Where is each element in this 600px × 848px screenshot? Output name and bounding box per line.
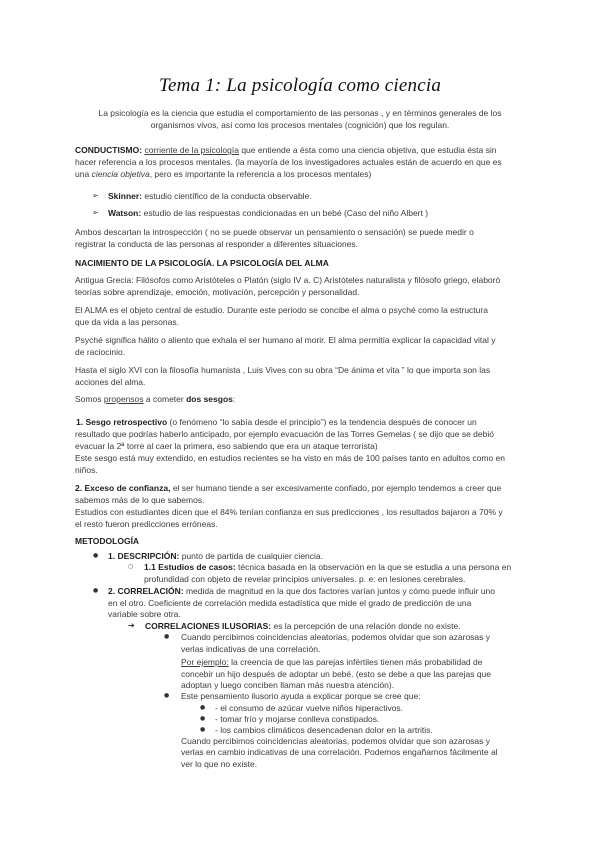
creencia-item-3: - los cambios climáticos desencadenan dolor en la artritis. (215, 725, 433, 735)
alma-line-1: El ALMA es el objeto central de estudio. Durante este periodo se concibe el alma o psyché como la estructura (75, 305, 488, 315)
disc-bullet-icon: ● (164, 692, 170, 699)
author-watson (108, 207, 428, 219)
intro-line-2: organismos vivos, así como los procesos mentales (cognición) que los regulan. (150, 120, 450, 130)
ejemplo-line-2: concebir un hijo después de adoptar un bebé. (esto se debe a que las parejas que (181, 669, 492, 679)
conclusion-line-1: Cuando percibimos coincidencias aleatorias, podemos olvidar que son azarosas y (181, 736, 491, 746)
psyche-line-1: Psyché significa hálito o aliento que exhala el ser humano al morir. El alma permitía explicar la capacidad vital y (75, 335, 496, 345)
ilusorias-label: CORRELACIONES ILUSORIAS: (145, 621, 272, 631)
confianza-line-2: sabemos más de lo que sabemos. (75, 495, 205, 505)
alma-line-2: que da vida a las personas. (75, 317, 179, 327)
ejemplo-line-3: adoptan y luego conciben llaman más nuestra atención). (181, 680, 395, 690)
circle-bullet-icon: ○ (128, 563, 134, 570)
disc-bullet-icon: ● (200, 704, 206, 711)
retrospectivo-line-2: resultado que podrías haberlo anticipado, por ejemplo evacuación de las Torres Gemelas ( se dijo que se debió (75, 429, 494, 439)
ejemplo-line-1 (181, 656, 482, 668)
author-skinner-text: estudio científico de la conducta observable. (144, 191, 312, 201)
conductismo-line-2: hacer referencia a los procesos mentales. (la mayoría de los investigadores actuales están de acuerdo en que es (75, 157, 502, 167)
conductismo-line-3-start: una (75, 169, 90, 179)
vives-line-1: Hasta el siglo XVI con la filosofía humanista , Luis Vives con su obra “De ánima et vita ” lo que importa son las (75, 365, 491, 375)
ambos-line-1: Ambos descartan la introspección ( no se puede observar un pensamiento o sensación) se puede medir o (75, 227, 474, 237)
creencia-item-1: - el consumo de azúcar vuelve niños hiperactivos. (215, 703, 404, 713)
casos-line-2: profundidad con objeto de revelar principios universales. p. e: en lesiones cerebrales. (144, 574, 466, 584)
disc-bullet-icon: ● (93, 587, 99, 594)
conclusion-line-2: verlas en cambio indicativas de una correlación. Podemos engañarnos fácilmente al (181, 747, 498, 757)
vives-line-2: acciones del alma. (75, 377, 146, 387)
coincidencias-line-2: verlas indicativas de una correlación. (181, 644, 321, 654)
retrospectivo-note-1: Este sesgo está muy extendido, en estudios recientes se ha visto en más de 100 países tanto en adultos como en (75, 453, 505, 463)
psyche-line-2: de raciocinio. (75, 347, 126, 357)
sesgos-intro-mid: a cometer (145, 394, 184, 404)
confianza-line-1-text: el ser humano tiende a ser excesivamente confiado, por ejemplo tendemos a creer que (172, 483, 502, 493)
disc-bullet-icon: ● (200, 715, 206, 722)
correlacion-line-1 (108, 585, 495, 597)
disc-bullet-icon: ● (93, 552, 99, 559)
conductismo-label: CONDUCTISMO: (75, 145, 143, 155)
grecia-line-2: teorías sobre aprendizaje, emoción, motivación, percepción y personalidad. (75, 287, 360, 297)
confianza-label: 2. Exceso de confianza, (75, 483, 171, 493)
descripcion-text: punto de partida de cualquier ciencia. (181, 551, 323, 561)
grecia-line-1: Antigua Grecia: Filósofos como Aristóteles o Platón (siglo IV a. C) Aristóteles naturalista y filósofo griego, elaboró (75, 275, 501, 285)
retrospectivo-note-2: niños. (75, 465, 98, 475)
correlacion-line-1-text: medida de magnitud en la que dos factores varían juntos y cómo puede influir uno (185, 586, 495, 596)
disc-bullet-icon: ● (200, 726, 206, 733)
correlacion-line-3: variable sobre otra. (108, 609, 181, 619)
retrospectivo-line-3: evacuar la 2ª torre al caer la primera, eso sabiendo que era un ataque terrorista) (75, 441, 378, 451)
sesgos-intro-end: : (232, 394, 236, 404)
confianza-studies-2: el resto fueron predicciones erróneas. (75, 519, 218, 529)
author-skinner (108, 190, 312, 202)
conductismo-line-3 (75, 168, 371, 180)
conclusion-line-3: ver lo que no existe. (181, 759, 258, 769)
arrowhead-bullet-icon: ➢ (92, 191, 99, 200)
confianza-studies-1: Estudios con estudiantes dicen que el 84% tenían confianza en sus predicciones , los resultados bajaron a 70% y (75, 507, 503, 517)
ejemplo-line-1-text: la creencia de que las parejas infértiles tienen más probabilidad de (231, 657, 483, 667)
retrospectivo-line-1-text: (o fenómeno “lo sabía desde el principio”) es la tendencia después de conocer un (169, 417, 477, 427)
disc-bullet-icon: ● (164, 633, 170, 640)
ejemplo-label: Por ejemplo: (181, 657, 229, 667)
conductismo-line-3-italic: ciencia objetiva (91, 169, 150, 179)
sesgos-intro (75, 393, 235, 405)
retrospectivo-label: 1. Sesgo retrospectivo (76, 417, 168, 427)
sesgos-intro-start: Somos (75, 394, 102, 404)
correlacion-label: 2. CORRELACIÓN: (108, 586, 184, 596)
conductismo-line-1 (75, 144, 497, 156)
casos-line-1-text: técnica basada en la observación en la que se estudia a una persona en (238, 562, 512, 572)
conductismo-line-3-end: , pero es importante la referencia a los procesos mentales) (149, 169, 372, 179)
casos-line-1 (144, 561, 511, 573)
arrow-bullet-icon: ➔ (128, 621, 135, 630)
section-heading-metodologia: METODOLOGÍA (75, 536, 140, 546)
creencia-item-2: - tomar frío y mojarse conlleva constipados. (215, 714, 380, 724)
correlacion-line-2: en el otro. Coeficiente de correlación medida estadística que mide el grado de predicción de una (108, 598, 472, 608)
confianza-line-1 (75, 482, 501, 494)
descripcion-label: 1. DESCRIPCIÓN: (108, 551, 180, 561)
intro-line-1: La psicología es la ciencia que estudia el comportamiento de las personas , y en términos generales de los (98, 108, 502, 118)
page-title: Tema 1: La psicología como ciencia (158, 75, 442, 96)
coincidencias-line-1: Cuando percibimos coincidencias aleatorias, podemos olvidar que son azarosas y (181, 632, 491, 642)
ambos-line-2: registrar la conducta de las personas al responder a diferentes situaciones. (75, 239, 359, 249)
sesgos-intro-underline: propensos (103, 394, 144, 404)
retrospectivo-line-1 (76, 416, 477, 428)
conductismo-definition: corriente de la psicología (144, 145, 239, 155)
section-heading-nacimiento: NACIMIENTO DE LA PSICOLOGÍA. LA PSICOLOGÍA DEL ALMA (75, 258, 329, 268)
author-watson-name: Watson: (108, 208, 142, 218)
ilusorias-text: es la percepción de una relación donde no existe. (273, 621, 461, 631)
conductismo-line-1-text: que entiende a ésta como una ciencia objetiva, que estudia ésta sin (241, 145, 497, 155)
arrowhead-bullet-icon: ➢ (92, 208, 99, 217)
sesgos-intro-bold: dos sesgos (186, 394, 233, 404)
casos-label: 1.1 Estudios de casos: (144, 562, 236, 572)
author-watson-text: estudio de las respuestas condicionadas en un bebé (Caso del niño Albert ) (143, 208, 429, 218)
author-skinner-name: Skinner: (108, 191, 143, 201)
pensamiento-item: Este pensamiento ilusorio ayuda a explicar porque se cree que: (181, 691, 421, 701)
